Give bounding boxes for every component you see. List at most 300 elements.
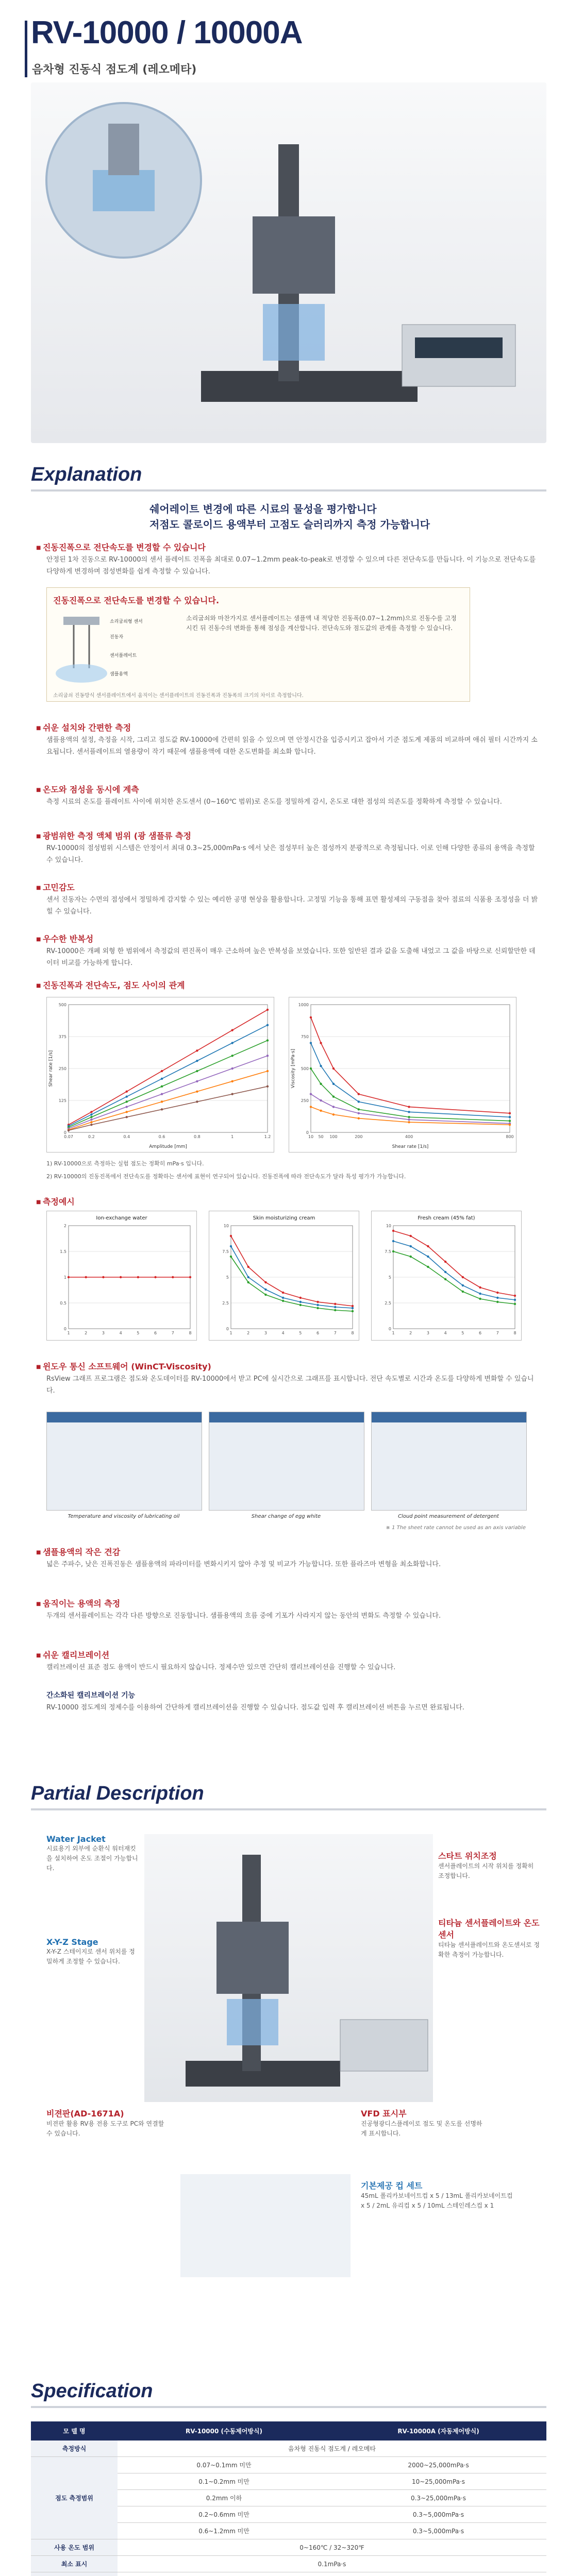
- data-point: [90, 1121, 92, 1123]
- data-point: [299, 1297, 302, 1299]
- data-point: [392, 1250, 394, 1252]
- x-tick-label: 2: [85, 1331, 88, 1335]
- display-screen: [415, 337, 503, 358]
- section-text: 측정 시료의 온도를 플레이트 사이에 위치한 온도센서 (0~160℃ 범위)로 온도를 정밀하게 감시, 온도로 대한 점성의 의존도를 정확하게 측정할 수 있습니다.: [46, 798, 502, 806]
- section-title: ■ 진동진폭과 전단속도, 점도 사이의 관계: [36, 979, 185, 991]
- data-point: [514, 1303, 516, 1305]
- data-point: [282, 1292, 284, 1294]
- data-point: [231, 1080, 233, 1082]
- spec-header-cell: RV-10000 (수동제어방식): [118, 2421, 330, 2441]
- partial-display: [340, 2020, 428, 2071]
- data-point: [332, 1083, 335, 1085]
- data-point: [444, 1278, 446, 1280]
- series-line: [393, 1231, 515, 1296]
- data-point: [334, 1303, 336, 1305]
- data-point: [102, 1276, 104, 1278]
- spec-label: 측정방식: [31, 2441, 118, 2457]
- partial-callout: [438, 1917, 541, 1960]
- data-point: [90, 1116, 92, 1118]
- callout-title: VFD 표시부: [361, 2109, 407, 2119]
- spec-divider: [31, 2406, 546, 2408]
- y-tick-label: 750: [301, 1035, 309, 1039]
- y-tick-label: 5: [388, 1275, 391, 1280]
- callout-text: 소리굽쇠와 마찬가지로 센서플레이트는 샘플액 내 적당한 진동폭(0.07~1.2mm)으로 진동수를 고정시킨 뒤 진동수의 변화를 통해 점성을 계산합니다. 전단속도와 점도값의 관계를 측정할 수 있습니다.: [186, 615, 457, 632]
- data-point: [316, 1307, 319, 1309]
- series-line: [231, 1236, 353, 1306]
- partial-callout: [438, 1850, 541, 1881]
- y-tick-label: 2: [63, 1224, 66, 1228]
- data-point: [427, 1245, 429, 1247]
- data-point: [137, 1276, 139, 1278]
- data-point: [196, 1090, 198, 1092]
- data-point: [392, 1240, 394, 1242]
- spec-value: 0~160℃ / 32~320℉: [118, 2539, 546, 2556]
- spec-value: 0.3~5,000mPa·s: [330, 2506, 546, 2523]
- partial-product-svg: [144, 1834, 433, 2102]
- data-point: [410, 1256, 412, 1258]
- fork-sensor-diagram: [53, 612, 177, 689]
- section-title: ■ 진동진폭으로 전단속도를 변경할 수 있습니다: [36, 541, 206, 553]
- x-tick-label: 4: [281, 1331, 285, 1335]
- callout-text: 비젼판 활용 RV용 전용 도구로 PC와 연결할 수 있습니다.: [46, 2120, 164, 2138]
- data-point: [310, 1042, 312, 1044]
- data-point: [410, 1235, 412, 1237]
- section-title: ■ 샘플용액의 작은 견감: [36, 1546, 120, 1557]
- chart-svg: [289, 997, 516, 1152]
- data-point: [266, 1086, 269, 1088]
- data-point: [358, 1100, 360, 1103]
- data-point: [408, 1116, 410, 1118]
- data-point: [496, 1292, 498, 1294]
- spec-value: 0.6~1.2mm 미만: [118, 2523, 330, 2539]
- x-tick-label: 10: [308, 1134, 314, 1139]
- data-point: [231, 1093, 233, 1095]
- data-point: [479, 1298, 481, 1300]
- callout-title: 비젼판(AD-1671A): [46, 2109, 124, 2119]
- data-point: [231, 1055, 233, 1057]
- spec-label: 최소 표시: [31, 2556, 118, 2572]
- data-point: [126, 1090, 128, 1092]
- callout-text: 진공형광디스플레이로 점도 및 온도를 선명하게 표시합니다.: [361, 2120, 482, 2138]
- x-tick-label: 200: [355, 1134, 363, 1139]
- section-title: ■ 쉬운 캘리브레이션: [36, 1649, 109, 1660]
- explanation-lead-1: 쉐어레이트 변경에 따른 시료의 물성을 평가합니다: [149, 503, 377, 515]
- callout-text: 티타늄 센서플레이트와 온도센서로 정확한 측정이 가능합니다.: [438, 1941, 540, 1959]
- series-line: [393, 1251, 515, 1304]
- spec-label: 점도 측정범위: [31, 2457, 118, 2539]
- section-title: ■ 고민감도: [36, 881, 75, 893]
- data-point: [126, 1111, 128, 1113]
- data-point: [68, 1129, 70, 1131]
- chart-svg: [47, 997, 274, 1152]
- x-tick-label: 8: [513, 1331, 516, 1335]
- spec-value: 0.07~0.1mm 미만: [118, 2457, 330, 2473]
- data-point: [196, 1049, 198, 1052]
- section-title: ■ 온도와 점성을 동시에 계측: [36, 783, 139, 795]
- calibration-subtitle: 간소화된 캘리브레이션 기능: [46, 1691, 136, 1700]
- y-tick-label: 7.5: [385, 1249, 391, 1254]
- data-point: [230, 1245, 232, 1247]
- x-tick-label: 6: [154, 1331, 157, 1335]
- y-tick-label: 250: [58, 1066, 66, 1071]
- y-tick-label: 10: [223, 1224, 229, 1228]
- chart-amplitude-shear: [46, 997, 274, 1153]
- data-point: [196, 1080, 198, 1082]
- x-tick-label: 3: [102, 1331, 105, 1335]
- spec-header-row: [31, 2421, 546, 2441]
- data-point: [358, 1093, 360, 1095]
- spec-value: 0.1~0.2mm 미만: [118, 2473, 330, 2490]
- spec-label: 사용 온도 범위: [31, 2539, 118, 2556]
- y-tick-label: 500: [301, 1066, 309, 1071]
- y-tick-label: 250: [301, 1098, 309, 1103]
- data-point: [68, 1276, 70, 1278]
- data-point: [358, 1117, 360, 1120]
- data-point: [230, 1256, 232, 1258]
- series-line: [311, 1043, 510, 1117]
- y-axis-label: Shear rate [1/s]: [48, 1050, 54, 1087]
- data-point: [427, 1266, 429, 1268]
- partial-sensor-head: [216, 1922, 289, 1994]
- x-tick-label: 6: [316, 1331, 320, 1335]
- x-tick-label: 8: [189, 1331, 192, 1335]
- software-titlebar: [372, 1412, 526, 1422]
- section-text: 안정된 1차 진동으로 RV-10000의 센서 플레이트 진폭을 최대로 0.07~1.2mm peak-to-peak로 변경할 수 있으며 다른 전단속도를 만듭니다. 이 기능으로 전단속도를 다양하게 변경하며 점성변화를 쉽게 측정할 수 있습니다.: [46, 556, 536, 575]
- callout-footnote: 소리굽쇠 진동방식 센서플레이트에서 움직이는 센서플레이트의 진동진폭과 진동폭의 크기의 차이로 측정합니다.: [53, 693, 304, 699]
- data-point: [172, 1276, 174, 1278]
- partial-callout: [46, 2107, 170, 2139]
- callout-text: X-Y-Z 스테이지로 센서 위치를 정밀하게 조정할 수 있습니다.: [46, 1948, 135, 1965]
- water-jacket: [263, 304, 325, 361]
- data-point: [90, 1113, 92, 1115]
- data-point: [266, 1039, 269, 1041]
- series-line: [311, 1018, 510, 1113]
- diagram-liquid: [56, 664, 107, 683]
- data-point: [334, 1309, 336, 1311]
- callout-title: 진동진폭으로 전단속도를 변경할 수 있습니다.: [53, 596, 220, 605]
- diagram-label: 진동자: [110, 635, 124, 640]
- data-point: [126, 1100, 128, 1103]
- software-heading: ■ 윈도우 통신 소프트웨어 (WinCT-Viscosity): [36, 1360, 211, 1372]
- data-point: [161, 1100, 163, 1103]
- spec-header-cell: 모 델 명: [31, 2421, 118, 2441]
- chart-svg: [47, 1211, 196, 1340]
- data-point: [282, 1297, 284, 1299]
- measurement-heading: ■ 측정예시: [36, 1195, 75, 1207]
- calibration-text: RV-10000 점도계의 정제수를 이용하여 간단하게 캘리브레이션을 진행할 수 있습니다. 점도값 입력 후 캘리브레이션 버튼을 누르면 완료됩니다.: [46, 1704, 464, 1711]
- base-plate: [201, 371, 418, 402]
- spec-value: 0.3~25,000mPa·s: [330, 2490, 546, 2506]
- product-illustration: [31, 82, 546, 443]
- data-point: [320, 1065, 322, 1067]
- data-point: [161, 1086, 163, 1088]
- partial-water-jacket: [227, 1999, 278, 2045]
- data-point: [154, 1276, 156, 1278]
- series-line: [69, 1056, 268, 1128]
- section-title: ■ 움직이는 용액의 측정: [36, 1597, 120, 1609]
- data-point: [410, 1245, 412, 1247]
- y-tick-label: 1: [63, 1275, 66, 1280]
- series-line: [69, 1010, 268, 1125]
- data-point: [320, 1110, 322, 1112]
- data-point: [90, 1111, 92, 1113]
- y-tick-label: 0.5: [60, 1301, 66, 1306]
- x-tick-label: 1: [231, 1134, 234, 1139]
- partial-callout: [46, 1834, 139, 1874]
- x-tick-label: 3: [426, 1331, 429, 1335]
- data-point: [514, 1299, 516, 1301]
- diagram-label: 소리굽쇠형 센서: [110, 619, 143, 624]
- chart-fresh-cream: [371, 1211, 522, 1341]
- callout-title: 티타늄 센서플레이트와 온도센서: [438, 1918, 540, 1940]
- data-point: [332, 1067, 335, 1070]
- data-point: [332, 1095, 335, 1097]
- spec-row: [31, 2539, 546, 2556]
- x-tick-label: 5: [137, 1331, 140, 1335]
- section-title: ■ 광범위한 측정 액체 범위 (광 샘플류 측정: [36, 829, 191, 841]
- data-point: [247, 1266, 249, 1268]
- data-point: [196, 1060, 198, 1062]
- x-tick-label: 800: [506, 1134, 514, 1139]
- data-point: [189, 1276, 191, 1278]
- chart-title: Ion-exchange water: [96, 1215, 147, 1221]
- data-point: [310, 1016, 312, 1019]
- x-tick-label: 0.6: [158, 1134, 165, 1139]
- data-point: [126, 1116, 128, 1118]
- x-tick-label: 5: [461, 1331, 464, 1335]
- section-text: 캘리브레이션 표준 점도 용액이 반드시 필요하지 않습니다. 정제수만 있으면 간단히 캘리브레이션을 진행할 수 있습니다.: [46, 1664, 396, 1671]
- series-line: [69, 1040, 268, 1127]
- spec-value: 10~25,000mPa·s: [330, 2473, 546, 2490]
- header-accent-bar: [25, 21, 27, 77]
- data-point: [408, 1121, 410, 1123]
- spec-value: [118, 2572, 546, 2576]
- x-tick-label: 2: [409, 1331, 412, 1335]
- data-point: [462, 1276, 464, 1278]
- spec-row: [31, 2572, 546, 2576]
- section-text: 센서 진동자는 수면의 점성에서 정밀하게 감지할 수 있는 예리한 공명 현상을 활용합니다. 고정밀 기능을 통해 표면 활성제의 구동점을 찾아 점료의 식품용 조정성을 더 밝힐 수 있습니다.: [46, 896, 538, 916]
- data-point: [196, 1070, 198, 1072]
- callout-title: Water Jacket: [46, 1834, 106, 1844]
- series-line: [311, 1094, 510, 1124]
- software-screenshot: [371, 1412, 527, 1511]
- data-point: [266, 1055, 269, 1057]
- chart-title: Skin moisturizing cream: [253, 1215, 315, 1221]
- data-point: [299, 1304, 302, 1306]
- spec-heading: Specification: [31, 2380, 153, 2402]
- data-point: [266, 1009, 269, 1011]
- data-point: [247, 1281, 249, 1283]
- x-axis-label: Amplitude [mm]: [149, 1144, 187, 1149]
- data-point: [462, 1284, 464, 1286]
- section-title: ■ 쉬운 설치와 간편한 측정: [36, 721, 131, 733]
- data-point: [509, 1116, 511, 1118]
- data-point: [161, 1078, 163, 1080]
- page-title: RV-10000 / 10000A: [31, 15, 303, 50]
- data-point: [316, 1301, 319, 1303]
- software-titlebar: [209, 1412, 364, 1422]
- diagram-label: 샘플용액: [110, 672, 128, 677]
- callout-title: X-Y-Z Stage: [46, 1937, 98, 1947]
- software-caption: Cloud point measurement of detergent: [398, 1514, 499, 1519]
- data-point: [90, 1118, 92, 1121]
- partial-divider: [31, 1808, 546, 1810]
- data-point: [310, 1067, 312, 1070]
- x-tick-label: 7: [333, 1331, 337, 1335]
- spec-value: 0.3~5,000mPa·s: [330, 2523, 546, 2539]
- x-tick-label: 1: [67, 1331, 70, 1335]
- partial-callout: [361, 2179, 515, 2211]
- data-point: [509, 1120, 511, 1122]
- data-point: [444, 1271, 446, 1273]
- x-tick-label: 1.2: [264, 1134, 271, 1139]
- data-point: [126, 1095, 128, 1097]
- data-point: [266, 1024, 269, 1026]
- spec-row: [31, 2457, 546, 2473]
- callout-title: 스타트 위치조정: [438, 1851, 497, 1861]
- sensor-zoom: [108, 124, 139, 175]
- data-point: [408, 1106, 410, 1108]
- y-tick-label: 10: [386, 1224, 391, 1228]
- explanation-lead-2: 저점도 콜로이드 용액부터 고점도 슬러리까지 측정 가능합니다: [149, 518, 430, 531]
- spec-value: 0.2~0.6mm 미만: [118, 2506, 330, 2523]
- data-point: [352, 1310, 354, 1312]
- spec-header-cell: RV-10000A (자동제어방식): [330, 2421, 546, 2441]
- y-tick-label: 1000: [298, 1003, 309, 1007]
- chart-ion-water: [46, 1211, 197, 1341]
- spec-label: [31, 2572, 118, 2576]
- x-tick-label: 4: [444, 1331, 447, 1335]
- software-caption: Shear change of egg white: [251, 1514, 321, 1519]
- partial-heading: Partial Description: [31, 1783, 204, 1804]
- y-tick-label: 2.5: [222, 1301, 229, 1306]
- data-point: [479, 1293, 481, 1295]
- x-tick-label: 1: [392, 1331, 395, 1335]
- section-text: 두개의 센서플레이트는 각각 다른 방향으로 진동합니다. 샘플용액의 흐름 중에 기포가 사라지지 않는 동안의 변화도 측정할 수 있습니다.: [46, 1612, 441, 1620]
- x-tick-label: 0.8: [193, 1134, 201, 1139]
- section-title: ■ 우수한 반복성: [36, 933, 93, 944]
- chart-shear-viscosity: [289, 997, 516, 1153]
- data-point: [320, 1042, 322, 1044]
- data-point: [161, 1093, 163, 1095]
- callout-text: 센서플레이트의 시작 위치를 정확히 조정합니다.: [438, 1862, 534, 1880]
- data-point: [230, 1235, 232, 1237]
- software-text: RsView 그래프 프로그램은 점도와 온도데이터를 RV-10000에서 받고 PC에 실시간으로 그래프를 표시합니다. 전단 속도별로 시간과 온도를 다양하게 변화할 수 있습니다.: [46, 1375, 534, 1395]
- software-titlebar: [47, 1412, 202, 1422]
- data-point: [408, 1111, 410, 1113]
- y-tick-label: 375: [58, 1035, 66, 1039]
- data-point: [509, 1112, 511, 1114]
- data-point: [282, 1300, 284, 1302]
- data-point: [85, 1276, 87, 1278]
- spec-row: [31, 2556, 546, 2572]
- data-point: [316, 1304, 319, 1306]
- y-tick-label: 1.5: [60, 1249, 66, 1254]
- diagram-label: 센서플레이트: [110, 653, 137, 658]
- partial-callout: [361, 2107, 485, 2139]
- partial-callout: [46, 1937, 139, 1967]
- y-tick-label: 0: [388, 1327, 391, 1331]
- explanation-divider: [31, 489, 546, 492]
- x-axis-label: Shear rate [1/s]: [392, 1144, 429, 1149]
- data-point: [352, 1307, 354, 1309]
- x-tick-label: 50: [318, 1134, 324, 1139]
- section-text: RV-10000의 점성범위 시스템은 안정이서 최대 0.3~25,000mPa·s 에서 낮은 점성부터 높은 점성까지 분광적으로 측정됩니다. 이로 인해 다양한 종류의 용액을 측정할 수 있습니다.: [46, 844, 535, 864]
- x-tick-label: 3: [264, 1331, 267, 1335]
- data-point: [332, 1113, 335, 1115]
- x-tick-label: 100: [329, 1134, 338, 1139]
- data-point: [231, 1067, 233, 1070]
- callout-text: 45mL 폴리카보네이트컵 x 5 / 13mL 폴리카보네이트컵 x 5 / 2mL 유리컵 x 5 / 10mL 스테인레스컵 x 1: [361, 2192, 513, 2210]
- chart-svg: [209, 1211, 359, 1340]
- data-point: [334, 1306, 336, 1308]
- chart-note: 2) RV-10000의 진동진폭에서 전단속도를 정확하는 센서에 표현이 연구되어 있습니다. 진동진폭에 따라 전단속도가 달라 특성 평가가 가능합니다.: [46, 1173, 406, 1180]
- y-tick-label: 125: [58, 1098, 66, 1103]
- section-text: 샘플용액의 설정, 측정을 시작, 그리고 점도값 RV-10000에 간편히 읽을 수 있으며 면 안정시간을 입증시키고 잡아서 기준 점도계 제품의 비교하며 애쉬 필터 시간까지 소요됩니다. 센서플레이트의 열용량이 작기 때문에 샘플용액에 대한 온도변화를 최소화 합니다.: [46, 736, 538, 756]
- spec-value: 2000~25,000mPa·s: [330, 2457, 546, 2473]
- chart-title: Fresh cream (45% fat): [418, 1215, 475, 1221]
- y-tick-label: 2.5: [385, 1301, 391, 1306]
- data-point: [479, 1286, 481, 1289]
- data-point: [358, 1108, 360, 1110]
- data-point: [352, 1305, 354, 1307]
- data-point: [264, 1281, 266, 1283]
- data-point: [299, 1301, 302, 1303]
- software-screenshot: [209, 1412, 364, 1511]
- partial-product-image: [144, 1834, 433, 2102]
- y-tick-label: 0: [306, 1130, 309, 1135]
- data-point: [462, 1291, 464, 1293]
- y-tick-label: 5: [226, 1275, 229, 1280]
- chart-skin-cream: [209, 1211, 359, 1341]
- y-tick-label: 0: [63, 1327, 66, 1331]
- data-point: [310, 1093, 312, 1095]
- x-tick-label: 7: [496, 1331, 499, 1335]
- cup-set-image: [180, 2174, 351, 2277]
- data-point: [266, 1070, 269, 1072]
- sensor-head: [253, 216, 335, 294]
- data-point: [320, 1099, 322, 1101]
- data-point: [408, 1118, 410, 1121]
- product-hero-image: [31, 82, 546, 443]
- data-point: [231, 1029, 233, 1031]
- series-line: [69, 1025, 268, 1126]
- x-tick-label: 0.2: [88, 1134, 95, 1139]
- partial-base: [186, 2061, 340, 2087]
- x-tick-label: 6: [479, 1331, 482, 1335]
- series-line: [393, 1241, 515, 1300]
- software-caption: Temperature and viscosity of lubricating oil: [68, 1514, 180, 1519]
- x-tick-label: 8: [351, 1331, 354, 1335]
- data-point: [392, 1230, 394, 1232]
- page-subtitle: 음차형 진동식 점도계 (레오메타): [32, 63, 197, 76]
- data-point: [496, 1297, 498, 1299]
- x-tick-label: 400: [405, 1134, 413, 1139]
- spec-value: 0.2mm 이하: [118, 2490, 330, 2506]
- x-tick-label: 0.07: [64, 1134, 73, 1139]
- diagram-sensor-body: [63, 617, 99, 625]
- section-text: 넓은 주파수, 낮은 진폭진동은 샘플용액의 파라미터를 변화시키지 않아 추정 및 비교가 가능합니다. 또한 플라즈마 변형을 최소화합니다.: [46, 1561, 441, 1568]
- y-tick-label: 500: [58, 1003, 66, 1007]
- x-tick-label: 5: [299, 1331, 302, 1335]
- x-tick-label: 2: [247, 1331, 250, 1335]
- y-axis-label: Viscosity [mPa·s]: [291, 1048, 296, 1089]
- data-point: [496, 1301, 498, 1303]
- callout-panel: [46, 587, 470, 702]
- data-point: [120, 1276, 122, 1278]
- spec-value: 음차형 진동식 점도계 / 레오메타: [118, 2441, 546, 2457]
- spec-table-wrap: [31, 2421, 546, 2576]
